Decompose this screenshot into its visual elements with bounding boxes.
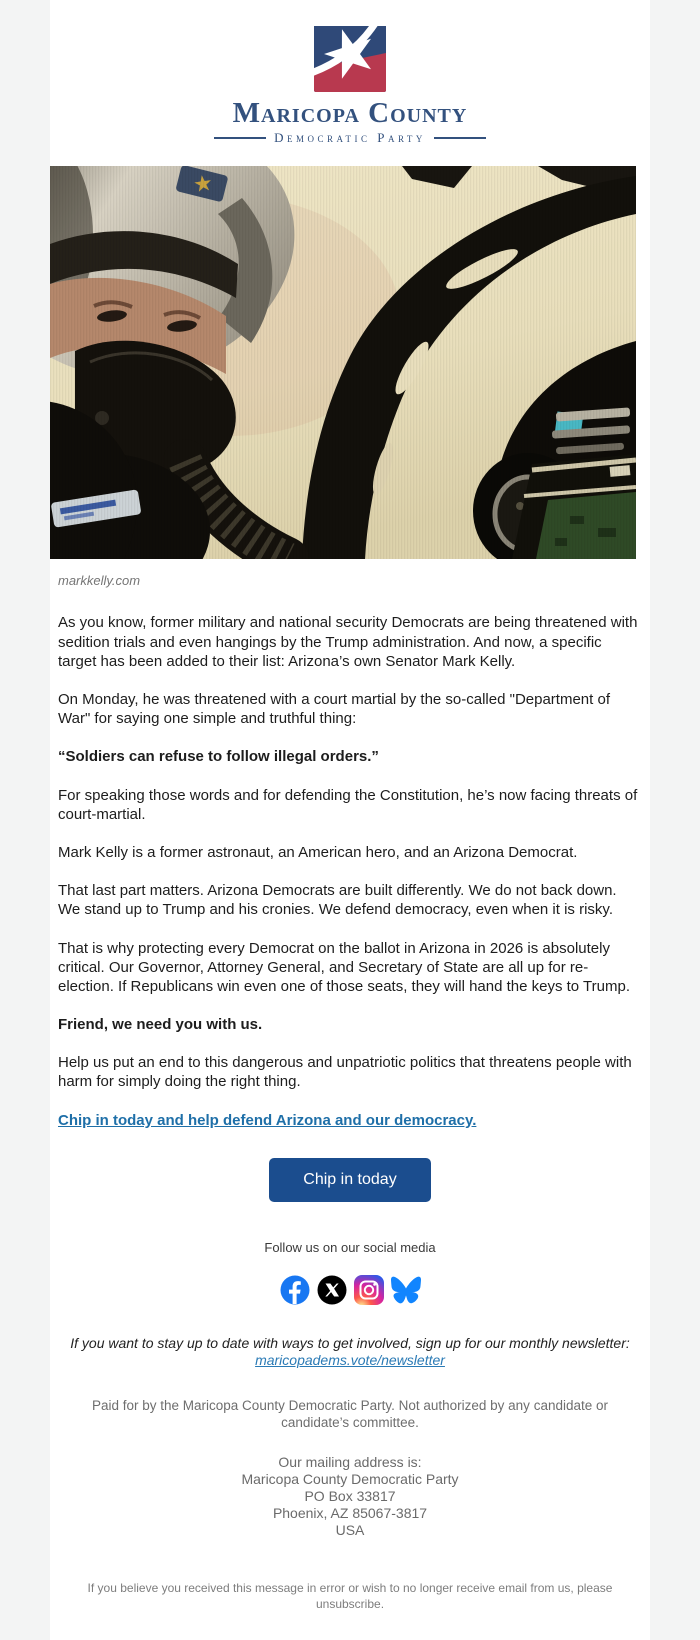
email-header <box>50 0 650 146</box>
email-card <box>50 0 650 1640</box>
cta-link-row <box>58 1111 640 1130</box>
pull-quote: “Soldiers can refuse to follow illegal orders.” <box>58 748 379 766</box>
newsletter-link[interactable]: maricopadems.vote/newsletter <box>255 1352 445 1369</box>
hero-caption: markkelly.com <box>58 573 141 589</box>
chip-in-button[interactable]: Chip in today <box>269 1158 430 1202</box>
address-line-3: Phoenix, AZ 85067-3817 <box>272 1504 428 1521</box>
facebook-icon[interactable] <box>280 1275 310 1305</box>
social-icons-row <box>50 1275 650 1305</box>
unsubscribe-period: . <box>380 1596 385 1611</box>
social-section <box>50 1240 650 1305</box>
newsletter-note <box>70 1335 630 1370</box>
address-line-2: PO Box 33817 <box>304 1487 396 1504</box>
mailing-address <box>50 1454 650 1539</box>
paragraph-4: Mark Kelly is a former astronaut, an American hero, and an Arizona Democrat. <box>58 843 578 861</box>
chip-in-link[interactable]: Chip in today and help defend Arizona and our democracy. <box>58 1111 477 1129</box>
paragraph-7: Help us put an end to this dangerous and unpatriotic politics that threatens people with harm for simply doing the right thing. <box>58 1054 632 1091</box>
unsubscribe-text: If you believe you received this message in error or wish to no longer receive email from us, please <box>87 1580 613 1595</box>
org-logo[interactable] <box>214 26 486 146</box>
social-heading: Follow us on our social media <box>264 1239 436 1255</box>
instagram-icon[interactable] <box>354 1275 384 1305</box>
paid-for-disclaimer: Paid for by the Maricopa County Democratic Party. Not authorized by any candidate or candidate’s committee. <box>91 1397 608 1430</box>
paragraph-5: That last part matters. Arizona Democrats are built differently. We do not back down. We stand up to Trump and his cronies. We defend democracy, even when it is risky. <box>58 882 617 919</box>
button-row <box>50 1158 650 1202</box>
address-line-1: Maricopa County Democratic Party <box>241 1470 459 1487</box>
paragraph-3: For speaking those words and for defending the Constitution, he’s now facing threats of court-martial. <box>58 786 638 823</box>
pilot-cockpit-illustration <box>50 166 636 559</box>
bluesky-icon[interactable] <box>391 1275 421 1305</box>
newsletter-text: If you want to stay up to date with ways to get involved, sign up for our monthly newsletter: <box>70 1334 630 1351</box>
address-line-4: USA <box>335 1521 365 1538</box>
hero-image[interactable] <box>50 166 650 559</box>
unsubscribe-note <box>80 1581 620 1612</box>
org-name: Maricopa County <box>232 97 468 129</box>
org-subtitle-row <box>214 130 486 146</box>
org-logo-mark-icon <box>313 26 387 92</box>
org-subtitle: Democratic Party <box>274 130 426 146</box>
unsubscribe-link[interactable]: unsubscribe <box>315 1596 381 1611</box>
paragraph-2: On Monday, he was threatened with a court martial by the so-called "Department of War" for saying one simple and truthful thing: <box>58 691 610 728</box>
article-body <box>50 588 650 1129</box>
paragraph-1: As you know, former military and national security Democrats are being threatened with sedition trials and even hangings by the Trump administration. And now, a specific target has been added to their list: Arizona’s own Senator Mark Kelly. <box>58 614 638 670</box>
rule-right <box>434 137 486 139</box>
x-icon[interactable] <box>317 1275 347 1305</box>
paragraph-6: That is why protecting every Democrat on the ballot in Arizona in 2026 is absolutely critical. Our Governor, Attorney General, and Secretary of State are all up for re-election. If Republicans win even one of those seats, they will hand the keys to Trump. <box>58 939 630 995</box>
rule-left <box>214 137 266 139</box>
address-heading: Our mailing address is: <box>278 1453 422 1470</box>
emphasis-line: Friend, we need you with us. <box>58 1016 263 1034</box>
